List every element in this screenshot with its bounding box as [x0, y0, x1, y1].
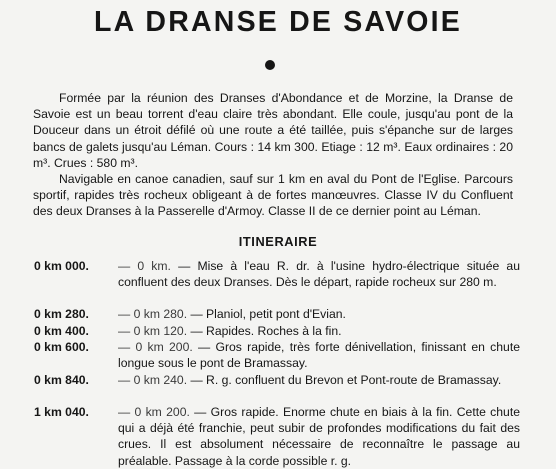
entry-description — [118, 339, 520, 371]
entry-relative-km: — 0 km 280. — [118, 307, 188, 321]
entry-relative-km: — 0 km 120. — [118, 324, 188, 338]
entry-description — [118, 372, 520, 388]
entry-description — [118, 258, 520, 290]
entry-text: — R. g. confluent du Brevon et Pont-route de Bramassay. — [190, 373, 502, 387]
entry-description — [118, 306, 520, 322]
entry-km: 0 km 600. — [34, 340, 89, 354]
intro-paragraph-2: Navigable en canoe canadien, sauf sur 1 km en aval du Pont de l'Eglise. Parcours sportif, rapides très rocheux obligeant à de fortes manœuvres. Classe IV du Confluent des deux Dranses à la Passerelle d'Armoy. Classe II de ce dernier point au Léman. — [33, 172, 513, 219]
entry-text: — Planiol, petit pont d'Evian. — [190, 307, 346, 321]
page-title: LA DRANSE DE SAVOIE — [93, 6, 462, 38]
entry-km: 0 km 280. — [34, 307, 89, 321]
entry-km: 0 km 000. — [34, 259, 89, 273]
entry-text: — Mise à l'eau R. dr. à l'usine hydro-électrique située au confluent des deux Dranses. Dès le départ, rapide rocheux sur 280 m. — [118, 259, 520, 290]
entry-description — [118, 323, 520, 339]
entry-relative-km: — 0 km 240. — [118, 373, 188, 387]
itinerary-heading: ITINERAIRE — [238, 234, 318, 249]
intro-paragraph-1: Formée par la réunion des Dranses d'Abondance et de Morzine, la Dranse de Savoie est un beau torrent d'eau claire très abondant. Elle coule, jusqu'au pont de la Douceur dans un étroit défilé où une route a été taillée, puis s'épanche sur de larges bancs de galets jusqu'au Léman. Cours : 14 km 300. Etiage : 12 m³. Eaux ordinaires : 20 m³. Crues : 580 m³. — [33, 91, 513, 170]
entry-relative-km: — 0 km. — [118, 259, 171, 273]
entry-text: — Gros rapide, très forte dénivellation, finissant en chute longue sous le pont de Bramassay. — [118, 340, 520, 371]
entry-km: 0 km 400. — [34, 324, 89, 338]
entry-text: — Rapides. Roches à la fin. — [190, 324, 342, 338]
entry-km: 0 km 840. — [34, 373, 89, 387]
entry-description — [118, 404, 520, 469]
entry-text: — Gros rapide. Enorme chute en biais à la fin. Cette chute qui a déjà été franchie, peut subir de profondes modifications du fait des crues. Il est absolument nécessaire de reconnaître le passage au préalable. Passage à la corde possible r. g. — [118, 405, 520, 468]
bullet-dot-icon — [265, 60, 275, 70]
entry-km: 1 km 040. — [34, 405, 89, 419]
entry-relative-km: — 0 km 200. — [118, 340, 193, 354]
entry-relative-km: — 0 km 200. — [118, 405, 190, 419]
